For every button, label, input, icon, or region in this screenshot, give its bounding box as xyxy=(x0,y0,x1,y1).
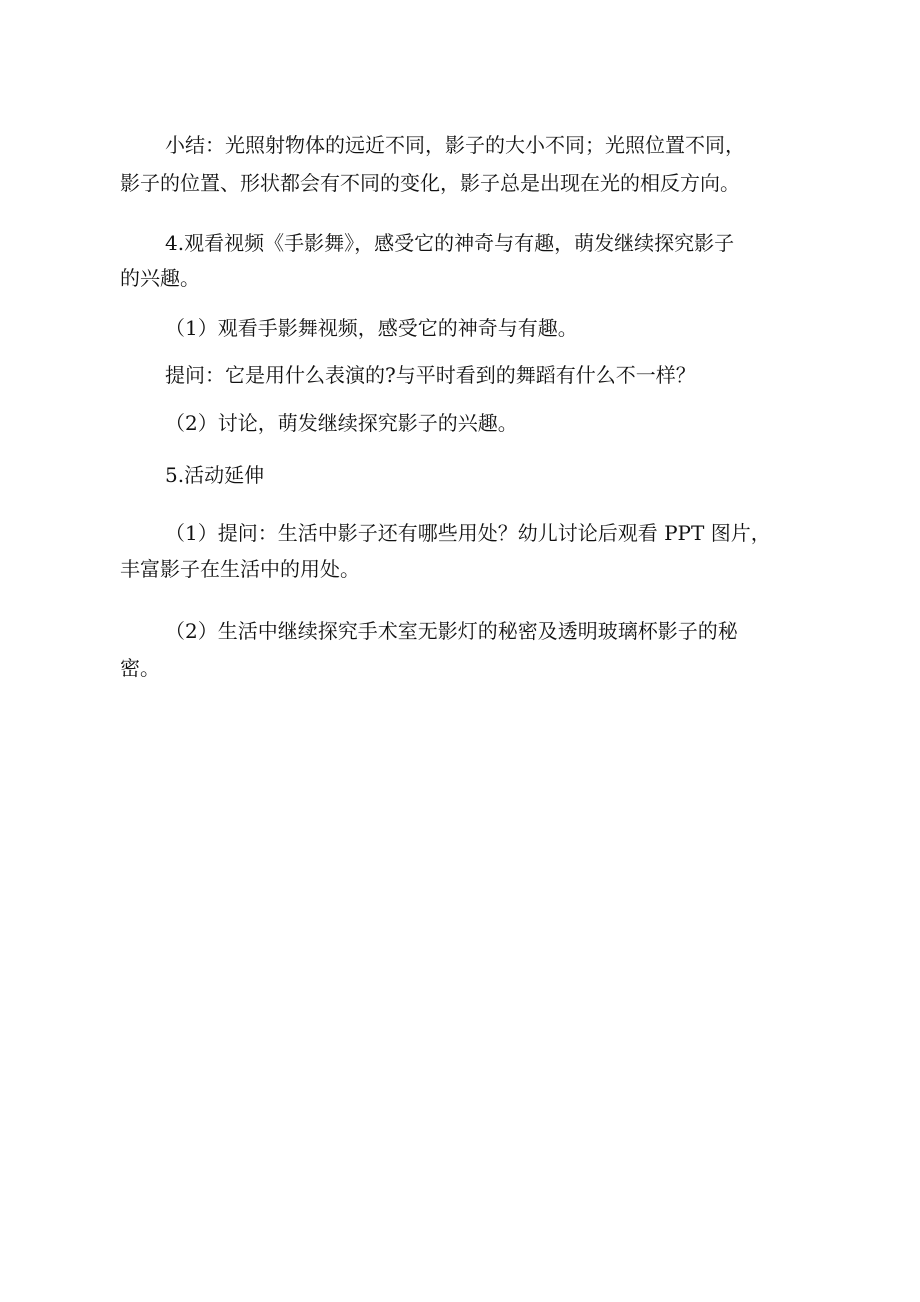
step4-sub2: （2）讨论，萌发继续探究影子的兴趣。 xyxy=(165,411,518,435)
step5-heading: 5.活动延伸 xyxy=(165,463,265,487)
step4-question: 提问：它是用什么表演的?与平时看到的舞蹈有什么不一样？ xyxy=(165,363,696,387)
step4-heading-line-1: 4.观看视频《手影舞》，感受它的神奇与有趣，萌发继续探究影子 xyxy=(165,231,735,255)
step5-sub2-line-1: （2）生活中继续探究手术室无影灯的秘密及透明玻璃杯影子的秘 xyxy=(165,619,738,643)
step5-sub1-line-2: 丰富影子在生活中的用处。 xyxy=(120,557,360,581)
step4-heading-line-2: 的兴趣。 xyxy=(120,266,200,290)
step4-sub1: （1）观看手影舞视频，感受它的神奇与有趣。 xyxy=(165,316,578,340)
summary-line-1: 小结：光照射物体的远近不同，影子的大小不同；光照位置不同， xyxy=(165,133,745,157)
summary-line-2: 影子的位置、形状都会有不同的变化，影子总是出现在光的相反方向。 xyxy=(120,171,740,195)
step5-sub1-line-1: （1）提问：生活中影子还有哪些用处？幼儿讨论后观看 PPT 图片， xyxy=(165,521,771,545)
step5-sub2-line-2: 密。 xyxy=(120,656,160,680)
